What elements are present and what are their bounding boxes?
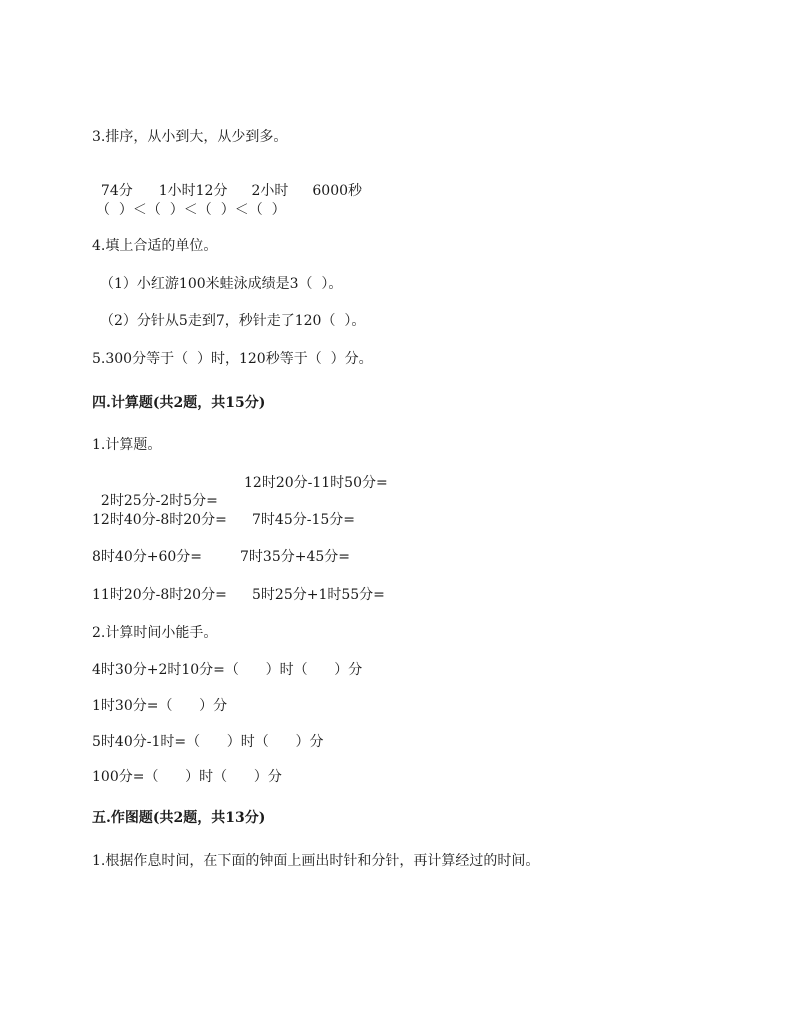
q3-item-2: 1小时12分 [158, 183, 228, 199]
calc-1b: 12时20分-11时50分= [244, 475, 388, 491]
q3-title: 3.排序，从小到大，从少到多。 [92, 129, 288, 145]
time-line-4: 100分=（ ）时（ ）分 [92, 769, 282, 785]
calc-2a: 12时40分-8时20分= [92, 512, 227, 528]
q3-items [92, 164, 362, 200]
time-line-2: 1时30分=（ ）分 [92, 698, 228, 714]
q4-title: 4.填上合适的单位。 [92, 238, 218, 254]
q3-item-3: 2小时 [251, 183, 289, 199]
section5-q1: 1.根据作息时间，在下面的钟面上画出时针和分针，再计算经过的时间。 [92, 853, 540, 869]
calc-2b: 7时45分-15分= [252, 512, 355, 528]
calc-row-1 [92, 474, 218, 510]
q5-text: 5.300分等于（ ）时，120秒等于（ ）分。 [92, 351, 373, 367]
time-line-1: 4时30分+2时10分=（ ）时（ ）分 [92, 662, 363, 678]
calc-1a: 2时25分-2时5分= [100, 493, 218, 509]
q3-compare: （ ）＜（ ）＜（ ）＜（ ） [96, 202, 286, 218]
section4-q1-title: 1.计算题。 [92, 437, 162, 453]
q3-item-1: 74分 [100, 183, 133, 199]
calc-3b: 7时35分+45分= [240, 549, 350, 565]
section4-heading: 四.计算题(共2题，共15分) [92, 395, 266, 411]
calc-4b: 5时25分+1时55分= [252, 587, 385, 603]
calc-4a: 11时20分-8时20分= [92, 587, 227, 603]
q4-sub1: （1）小红游100米蛙泳成绩是3（ ）。 [100, 276, 343, 292]
time-line-3: 5时40分-1时=（ ）时（ ）分 [92, 734, 324, 750]
q4-sub2: （2）分针从5走到7，秒针走了120（ ）。 [100, 313, 366, 329]
section5-heading: 五.作图题(共2题，共13分) [92, 810, 266, 826]
calc-3a: 8时40分+60分= [92, 549, 202, 565]
section4-q2-title: 2.计算时间小能手。 [92, 625, 218, 641]
q3-item-4: 6000秒 [312, 183, 363, 199]
